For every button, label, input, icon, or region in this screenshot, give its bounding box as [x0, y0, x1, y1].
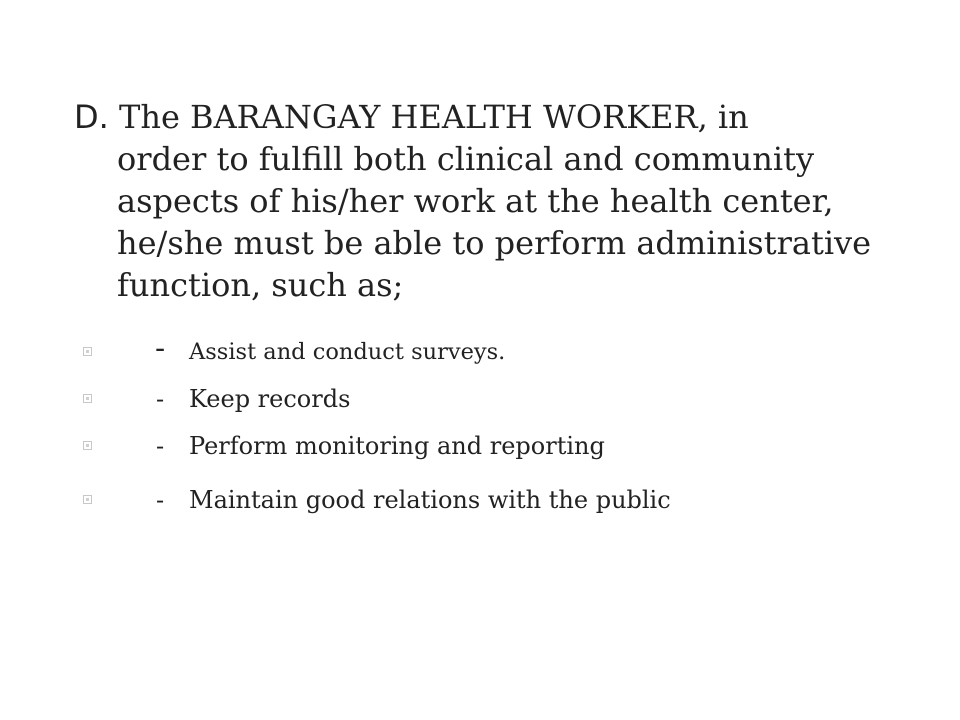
list-item-text: Assist and conduct surveys.: [189, 339, 506, 365]
heading-prefix: D.: [74, 98, 109, 136]
square-bullet-icon: [83, 347, 92, 356]
dash-marker: -: [155, 331, 166, 366]
dash-marker: -: [156, 385, 165, 413]
square-bullet-icon: [83, 495, 92, 504]
heading-line-4: he/she must be able to perform administrative: [117, 224, 872, 262]
list-item: [0, 428, 900, 468]
heading-line-5: function, such as;: [117, 266, 404, 304]
heading-line-1-text: The BARANGAY HEALTH WORKER, in: [118, 98, 749, 136]
square-bullet-icon: [83, 394, 92, 403]
heading-line-2: order to fulfill both clinical and community: [117, 140, 815, 178]
dash-marker: -: [156, 486, 165, 514]
dash-marker: -: [156, 432, 165, 460]
list-item: [0, 381, 900, 421]
square-bullet-icon: [83, 441, 92, 450]
heading-line-3: aspects of his/her work at the health center,: [117, 182, 834, 220]
list-item: [0, 331, 900, 374]
list-item: [0, 482, 900, 522]
list-item-text: Perform monitoring and reporting: [189, 432, 605, 460]
list-item-text: Maintain good relations with the public: [189, 486, 671, 514]
list-item-text: Keep records: [189, 385, 351, 413]
